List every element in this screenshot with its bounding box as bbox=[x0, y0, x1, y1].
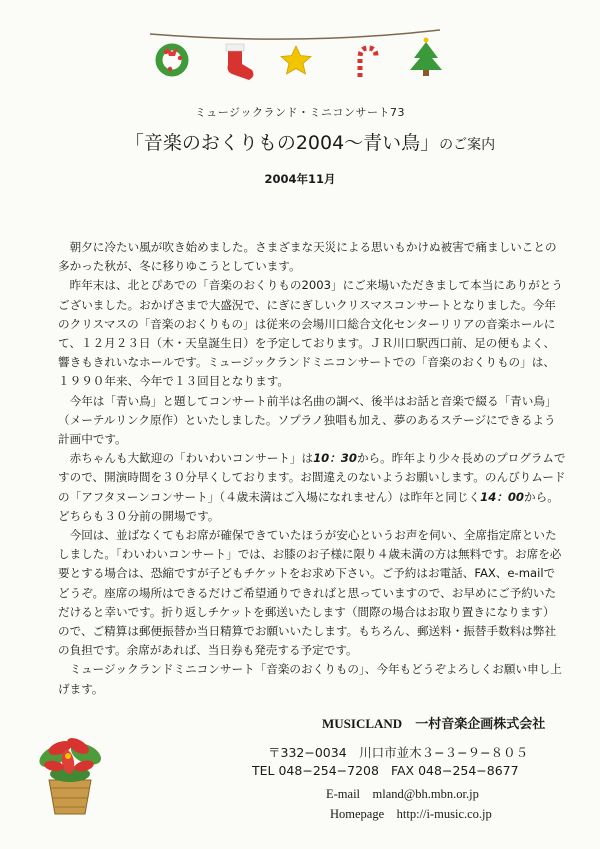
page-title bbox=[60, 128, 560, 155]
company-legal-name: 一村音楽企画株式会社 bbox=[415, 717, 546, 732]
title-main: 「音楽のおくりもの2004〜青い鳥」 bbox=[124, 132, 440, 154]
letter-body bbox=[58, 238, 566, 699]
tel-number: 048−254−7208 bbox=[278, 763, 379, 778]
homepage-url: Homepage http://i-music.co.jp bbox=[330, 807, 492, 821]
paragraph-1: 朝夕に冷たい風が吹き始めました。さまざまな天災による思いもかけぬ被害で痛ましいことの多かった秋が、冬に移りゆこうとしています。 bbox=[58, 240, 557, 274]
christmas-tree-icon bbox=[410, 38, 442, 77]
tel-label: TEL bbox=[252, 763, 275, 778]
waiwai-start-time: 10：30 bbox=[313, 451, 357, 466]
star-icon bbox=[281, 46, 311, 74]
fax-number: 048−254−8677 bbox=[418, 763, 519, 778]
postal-address: 〒332−0034 川口市並木３−３−９−８０５ bbox=[268, 745, 529, 760]
fax-label: FAX bbox=[390, 763, 415, 778]
paragraph-4: 赤ちゃんも大歓迎の「わいわいコンサート」は10：30から。昨年より少々長めのプログラムですので、開演時間を３０分早くしております。お間違えのないようお願いします。のんびりムードの「アフタヌーンコンサート」（４歳未満はご入場になれません）は昨年と同じく14：00から。どちらも３０分前の開場です。 bbox=[58, 451, 566, 523]
candy-cane-icon bbox=[360, 48, 376, 80]
issue-date: 2004年11月 bbox=[264, 172, 336, 186]
paragraph-3: 今年は「青い鳥」と題してコンサート前半は名曲の調べ、後半はお話と音楽で綴る「青い鳥」（メーテルリンク原作）といたしました。ソプラノ独唱も加え、夢のあるステージにできるよう計画中です。 bbox=[58, 393, 557, 447]
poinsettia-pot-icon bbox=[24, 718, 114, 818]
paragraph-6: ミュージックランドミニコンサート「音楽のおくりもの」、今年もどうぞよろしくお願い申し上げます。 bbox=[58, 662, 562, 696]
company-name bbox=[322, 713, 545, 732]
paragraph-2: 昨年末は、北とぴあでの「音楽のおくりもの2003」にご来場いただきまして本当にありがとうございました。おかげさまで大盛況で、にぎにぎしいクリスマスコンサートとなりました。今年のクリスマスの「音楽のおくりもの」は従来の会場川口総合文化センターリリアの音楽ホールにて、１２月２３日（木・天皇誕生日）を予定しております。ＪＲ川口駅西口前、足の便もよく、響きもきれいなホールです。ミュージックランドミニコンサートでの「音楽のおくりもの」は、１９９０年来、今年で１３回目となります。 bbox=[58, 278, 563, 389]
paragraph-5: 今回は、並ばなくてもお席が確保できていたほうが安心というお声を伺い、全席指定席といたしました。「わいわいコンサート」では、お膝のお子様に限り４歳未満の方は無料です。お席を必要とする場合は、恐縮ですが子どもチケットをお求め下さい。ご予約はお電話、FAX、e-mailでどうぞ。座席の場所はできるだけご希望通りできればと思っていますので、お早めにご予約いただけると幸いです。折り返しチケットを郵送いたします（間際の場合はお取り置きになります）ので、ご精算は郵便振替か当日精算でお願いいたします。もちろん、郵送料・振替手数料は弊社の負担です。余席があれば、当日券も発売する予定です。 bbox=[58, 528, 562, 658]
afternoon-start-time: 14：00 bbox=[480, 489, 525, 504]
stocking-icon bbox=[226, 44, 253, 80]
concert-series-label: ミュージックランド・ミニコンサート73 bbox=[194, 106, 406, 119]
christmas-garland bbox=[0, 0, 600, 95]
wreath-icon bbox=[159, 47, 185, 73]
email-address: E-mail mland@bh.mbn.or.jp bbox=[326, 787, 479, 801]
brand-name: MUSICLAND bbox=[322, 716, 403, 731]
title-tail: のご案内 bbox=[439, 137, 496, 153]
garland-string bbox=[150, 30, 440, 39]
phone-fax bbox=[252, 763, 519, 778]
